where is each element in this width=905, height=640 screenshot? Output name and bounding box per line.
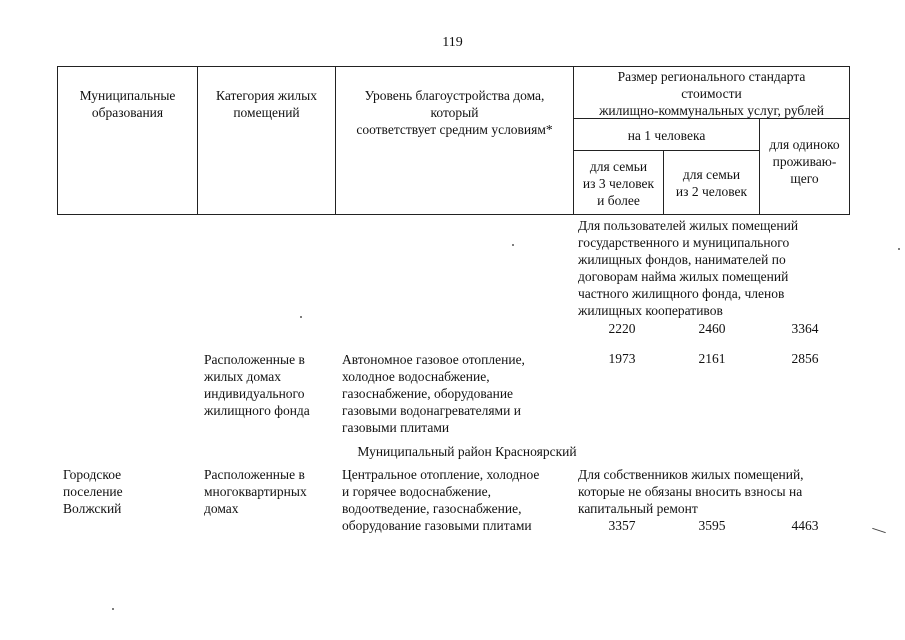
header-size: Размер регионального стандарта стоимости жилищно-коммунальных услуг, рублей [599,69,824,118]
value-cell: 4463 [791,518,819,533]
scan-speck [112,608,114,610]
block1-note: Для пользователей жилых помещений государственного и муниципального жилищных фондов, нанимателей по договорам найма жилых помещений частного жилищного фонда, членов жилищных кооперативов [578,218,799,318]
row2-category: Расположенные в жилых домах индивидуального жилищного фонда [204,352,310,418]
scan-speck [512,244,514,246]
scan-speck [898,248,900,250]
header-level: Уровень благоустройства дома, который соответствует средним условиям* [356,88,553,137]
value-cell: 2856 [791,351,819,366]
value-cell: 2161 [698,351,726,366]
scan-speck [300,316,302,318]
value-cell: 2220 [608,321,636,336]
value-cell: 1973 [608,351,636,366]
header-family2: для семьи из 2 человек [675,167,748,199]
row2-level: Автономное газовое отопление, холодное водоснабжение, газоснабжение, оборудование газовыми водонагревателями и газовыми плитами [342,352,525,435]
row3-level: Центральное отопление, холодное и горячее водоснабжение, водоотведение, газоснабжение, оборудование газовыми плитами [342,467,540,533]
row3-category: Расположенные в многоквартирных домах [204,467,307,516]
header-family3: для семьи из 3 человек и более [582,159,655,208]
header-per-person: на 1 человека [627,128,706,143]
row3-municipal: Городское поселение Волжский [63,467,123,516]
page-number: 119 [442,35,463,50]
header-category: Категория жилых помещений [216,88,317,120]
value-cell: 3364 [791,321,819,336]
district-heading: Муниципальный район Красноярский [357,444,577,459]
header-municipal: Муниципальные образования [79,88,176,120]
value-cell: 2460 [698,321,726,336]
value-cell: 3595 [698,518,726,533]
header-single: для одиноко проживаю- щего [769,137,840,186]
row3-note: Для собственников жилых помещений, которые не обязаны вносить взносы на капитальный ремонт [578,467,804,516]
scan-mark [872,528,886,533]
value-cell: 3357 [608,518,636,533]
